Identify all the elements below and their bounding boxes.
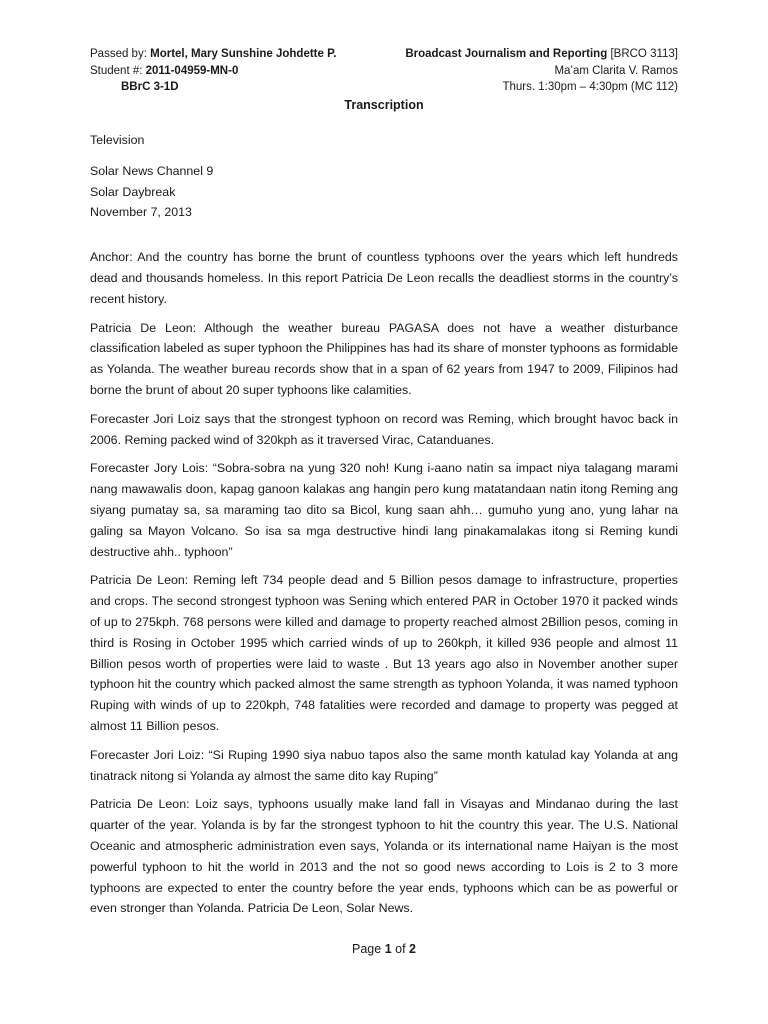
page-number (0, 942, 768, 956)
paragraph: Forecaster Jori Loiz: “Si Ruping 1990 siya nabuo tapos also the same month katulad kay Yolanda at ang tinatrack nitong si Yolanda ay almost the same dito kay Ruping” (90, 747, 678, 783)
course-line (338, 46, 678, 63)
paragraph: Patricia De Leon: Loiz says, typhoons usually make land fall in Visayas and Mindanao during the last quarter of the year. Yolanda is by far the strongest typhoon to hit the country this year. The U.S. National Oceanic and atmospheric administration even says, Yolanda or its international name Haiyan is the most powerful typhoon to hit the world in 2013 and the not so good news according to Lois is 2 to 3 more typhoons are expected to enter the country before the year ends, typhoons which can be as powerful or even stronger than Yolanda. Patricia De Leon, Solar News. (90, 797, 678, 916)
of-word: of (395, 942, 406, 956)
section: BBrC 3-1D (121, 81, 179, 93)
paragraph: Anchor: And the country has borne the brunt of countless typhoons over the years which left hundreds dead and thousands homeless. In this report Patricia De Leon recalls the deadliest storms in the country’s recent history. (90, 250, 678, 306)
student-number: 2011-04959-MN-0 (145, 64, 239, 77)
course-info-block (338, 46, 678, 96)
page-current: 1 (384, 942, 392, 956)
paragraph: Patricia De Leon: Reming left 734 people dead and 5 Billion pesos damage to infrastructure, properties and crops. The second strongest typhoon was Sening which entered PAR in October 1970 it packed winds of up to 275kph. 768 persons were killed and damage to property reached almost 2Billion pesos, coming in third is Rosing in October 1995 which carried winds of up to 260kph, it killed 936 people and almost 11 Billion pesos worth of properties were laid to waste . But 13 years ago also in November another super typhoon hit the country which packed almost the same strength as typhoon Yolanda, it was named typhoon Ruping with winds of up to 220kph, 748 fatalities were recorded and damage to property was pegged at almost 11 Billion pesos. (90, 573, 678, 733)
broadcast-date: November 7, 2013 (90, 205, 192, 220)
instructor: Ma’am Clarita V. Ramos (554, 64, 678, 77)
student-number-label: Student #: (90, 64, 143, 77)
paragraph: Patricia De Leon: Although the weather bureau PAGASA does not have a weather disturbance classification labeled as super typhoon the Philippines has had its share of monster typhoons as formidable as Yolanda. The weather bureau records show that in a span of 62 years from 1947 to 2009, Filipinos had borne the brunt of about 20 super typhoons like calamities. (90, 320, 678, 397)
passed-by-name: Mortel, Mary Sunshine Johdette P. (150, 48, 337, 60)
schedule: Thurs. 1:30pm – 4:30pm (MC 112) (502, 81, 678, 93)
medium: Television (90, 133, 145, 147)
passed-by-label: Passed by: (90, 48, 147, 60)
page-total: 2 (409, 942, 416, 956)
channel: Solar News Channel 9 (90, 163, 214, 178)
course-code: [BRCO 3113] (610, 48, 678, 60)
document-title: Transcription (344, 98, 424, 112)
page-word: Page (352, 942, 382, 956)
paragraph: Forecaster Jory Lois: “Sobra-sobra na yung 320 noh! Kung i-aano natin sa impact niya talagang marami nang mawawalis doon, kapag ganoon kalakas ang hangin pero kung matatandaan natin itong Reming ang siyang pumatay sa, sa maraming tao dito sa Bicol, kung saan ahh… gumuho yung ano, yung lahar na galing sa Mayon Volcano. So isa sa mga destructive hindi lang pinakamalakas itong si Reming kundi destructive ahh.. typhoon” (90, 461, 678, 559)
program: Solar Daybreak (90, 184, 176, 199)
paragraph: Forecaster Jori Loiz says that the strongest typhoon on record was Reming, which brought havoc back in 2006. Reming packed wind of 320kph as it traversed Virac, Catanduanes. (90, 411, 678, 447)
transcript-body (90, 130, 678, 919)
course-title: Broadcast Journalism and Reporting (405, 48, 608, 60)
